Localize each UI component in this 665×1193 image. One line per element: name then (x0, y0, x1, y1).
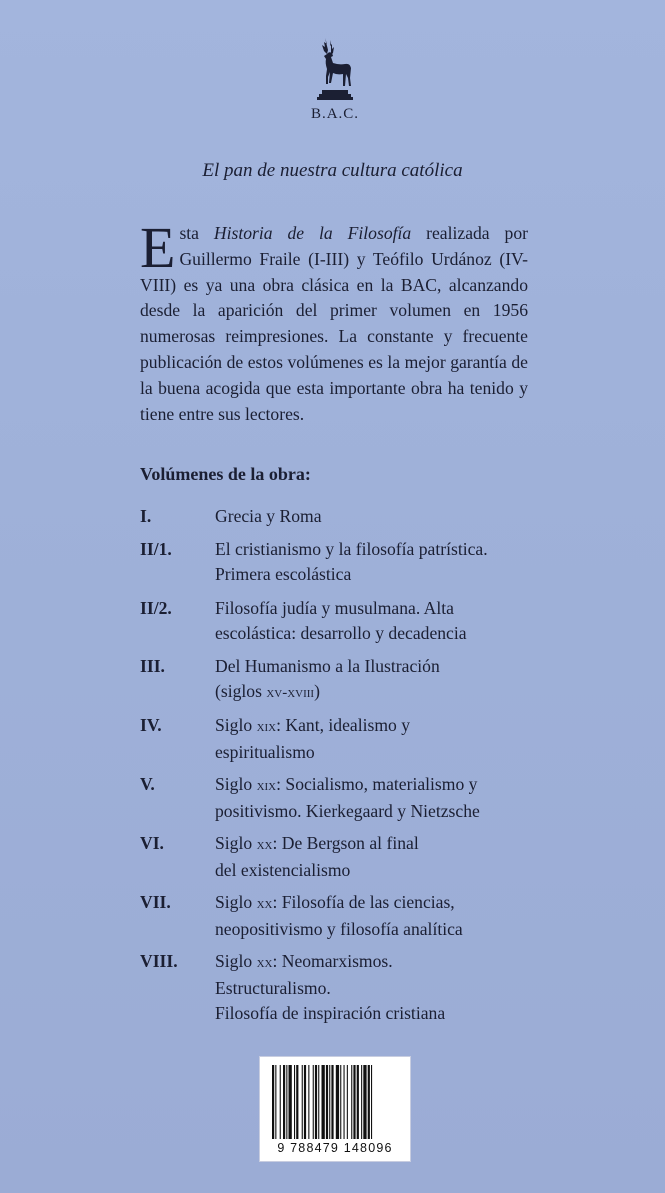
volume-title (215, 890, 545, 942)
publisher-name: B.A.C. (310, 106, 360, 122)
volume-title-line: Del Humanismo a la Ilustración (215, 656, 440, 676)
volume-title-line: El cristianismo y la filosofía patrística. (215, 539, 488, 559)
volume-title-line: ) (314, 681, 320, 701)
volume-title (215, 596, 545, 646)
century-numeral: xix (256, 719, 277, 735)
volume-title-line: Primera escolástica (215, 564, 352, 584)
volume-number: I. (140, 506, 152, 526)
volume-number: VI. (140, 833, 164, 853)
volume-title-line: (siglos (215, 681, 267, 701)
volume-title-line: Estructuralismo. (215, 978, 331, 998)
isbn-number: 9 788479 148096 (277, 1141, 393, 1155)
volume-title (215, 713, 545, 765)
volume-title (215, 949, 545, 1026)
volume-number: V. (140, 774, 155, 794)
volume-title-line: : De Bergson al final (272, 833, 419, 853)
century-numeral: xx (256, 837, 273, 853)
motto: El pan de nuestra cultura católica (202, 160, 463, 181)
volume-number: II/1. (140, 539, 172, 559)
intro-text-rest: realizada por Guillermo Fraile (I-III) y Teófilo Urdánoz (IV-VIII) es ya una obra clásica en la BAC, alcanzando desde la aparición del primer volumen en 1956 numerosas reimpresiones. La constante y frecuente publicación de estos volúmenes es la mejor garantía de la buena acogida que esta importante obra ha tenido y tiene entre sus lectores. (140, 223, 528, 424)
volume-title (215, 831, 545, 883)
volume-title-line: neopositivismo y filosofía analítica (215, 919, 463, 939)
volume-title-line: Siglo (215, 715, 257, 735)
volume-title-line: : Socialismo, materialismo y (276, 774, 478, 794)
century-numeral: xx (256, 896, 273, 912)
volume-title (215, 654, 545, 706)
volume-title-line: positivismo. Kierkegaard y Nietzsche (215, 801, 480, 821)
drop-cap: E (140, 215, 176, 280)
century-numeral: xix (256, 778, 277, 794)
volume-title (215, 537, 545, 587)
century-numeral: xv-xviii (266, 685, 315, 701)
publisher-logo (300, 34, 370, 144)
volumes-heading: Volúmenes de la obra: (140, 464, 311, 484)
stag-icon (311, 34, 359, 104)
volume-title-line: Siglo (215, 833, 257, 853)
volume-title-line: escolástica: desarrollo y decadencia (215, 623, 467, 643)
volume-title-line: Filosofía judía y musulmana. Alta (215, 598, 454, 618)
volume-title-line: Filosofía de inspiración cristiana (215, 1003, 446, 1023)
volume-number: VIII. (140, 951, 178, 971)
volume-title-line: Siglo (215, 892, 257, 912)
intro-text-start: sta (179, 223, 214, 243)
volume-title-line: : Kant, idealismo y (276, 715, 411, 735)
volume-title-line: del existencialismo (215, 860, 351, 880)
volume-title-line: Siglo (215, 774, 257, 794)
volume-title (215, 504, 545, 529)
intro-paragraph (140, 215, 528, 427)
volume-title-line: Siglo (215, 951, 257, 971)
volume-number: VII. (140, 892, 171, 912)
work-title: Historia de la Filosofía (213, 223, 412, 243)
volume-number: II/2. (140, 598, 172, 618)
volume-title-line: Grecia y Roma (215, 506, 322, 526)
volume-title-line: : Filosofía de las ciencias, (272, 892, 455, 912)
century-numeral: xx (256, 955, 273, 971)
volume-number: IV. (140, 715, 162, 735)
barcode (259, 1056, 411, 1162)
volume-title (215, 772, 545, 824)
barcode-icon (270, 1065, 400, 1139)
volume-title-line: espiritualismo (215, 742, 315, 762)
volume-number: III. (140, 656, 165, 676)
volume-title-line: : Neomarxismos. (272, 951, 393, 971)
